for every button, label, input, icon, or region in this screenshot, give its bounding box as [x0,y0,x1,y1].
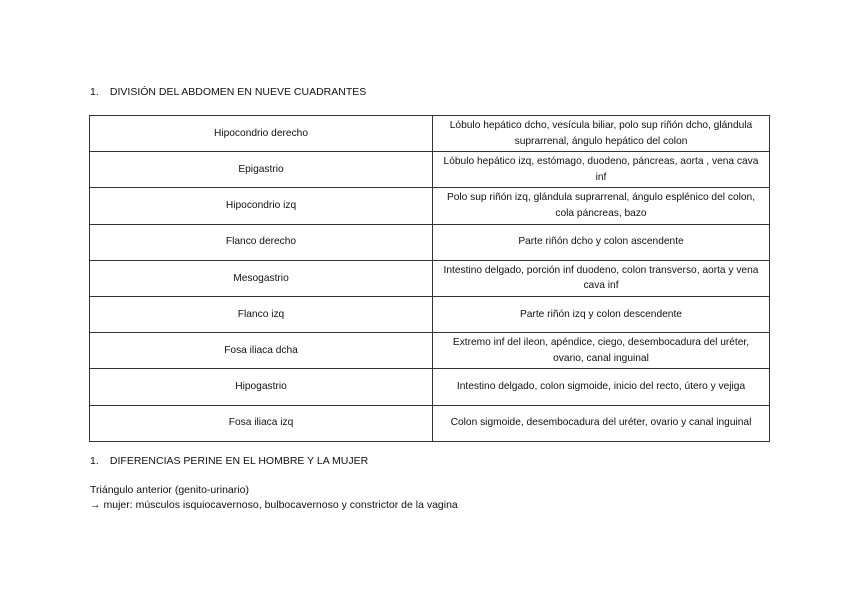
section-heading-abdomen [90,86,366,98]
organs-cell: Lóbulo hepático izq, estómago, duodeno, páncreas, aorta , vena cava inf [433,152,770,188]
table-row [90,369,770,405]
organs-cell: Colon sigmoide, desembocadura del uréter, ovario y canal inguinal [433,405,770,441]
organs-cell: Polo sup riñón izq, glándula suprarrenal, ángulo esplénico del colon, cola páncreas, bazo [433,188,770,224]
table-row [90,260,770,296]
organs-cell: Intestino delgado, porción inf duodeno, colon transverso, aorta y vena cava inf [433,260,770,296]
region-cell: Flanco derecho [90,224,433,260]
body-text-line [90,499,458,511]
section-number: 1. [90,455,99,467]
region-cell: Epigastrio [90,152,433,188]
region-cell: Fosa iliaca dcha [90,333,433,369]
table-row [90,405,770,441]
table-row [90,296,770,332]
body-text-content: mujer: músculos isquiocavernoso, bulbocavernoso y constrictor de la vagina [103,499,458,511]
region-cell: Hipocondrio izq [90,188,433,224]
body-text-line: Triángulo anterior (genito-urinario) [90,484,249,496]
region-cell: Fosa iliaca izq [90,405,433,441]
region-cell: Flanco izq [90,296,433,332]
region-cell: Hipogastrio [90,369,433,405]
organs-cell: Parte riñón dcho y colon ascendente [433,224,770,260]
section-number: 1. [90,86,99,98]
organs-cell: Extremo inf del ileon, apéndice, ciego, desembocadura del uréter, ovario, canal inguinal [433,333,770,369]
organs-cell: Lóbulo hepático dcho, vesícula biliar, polo sup riñón dcho, glándula suprarrenal, ángulo hepático del colon [433,116,770,152]
table-row [90,188,770,224]
region-cell: Hipocondrio derecho [90,116,433,152]
organs-cell: Intestino delgado, colon sigmoide, inicio del recto, útero y vejiga [433,369,770,405]
organs-cell: Parte riñón izq y colon descendente [433,296,770,332]
table-row [90,333,770,369]
section-heading-perine [90,455,368,467]
section-title: DIVISIÓN DEL ABDOMEN EN NUEVE CUADRANTES [109,86,367,98]
table-row [90,152,770,188]
table-row [90,116,770,152]
quadrants-table [89,115,770,442]
section-title: DIFERENCIAS PERINE EN EL HOMBRE Y LA MUJER [109,455,369,467]
region-cell: Mesogastrio [90,260,433,296]
table-row [90,224,770,260]
arrow-right-icon: → [90,499,101,511]
